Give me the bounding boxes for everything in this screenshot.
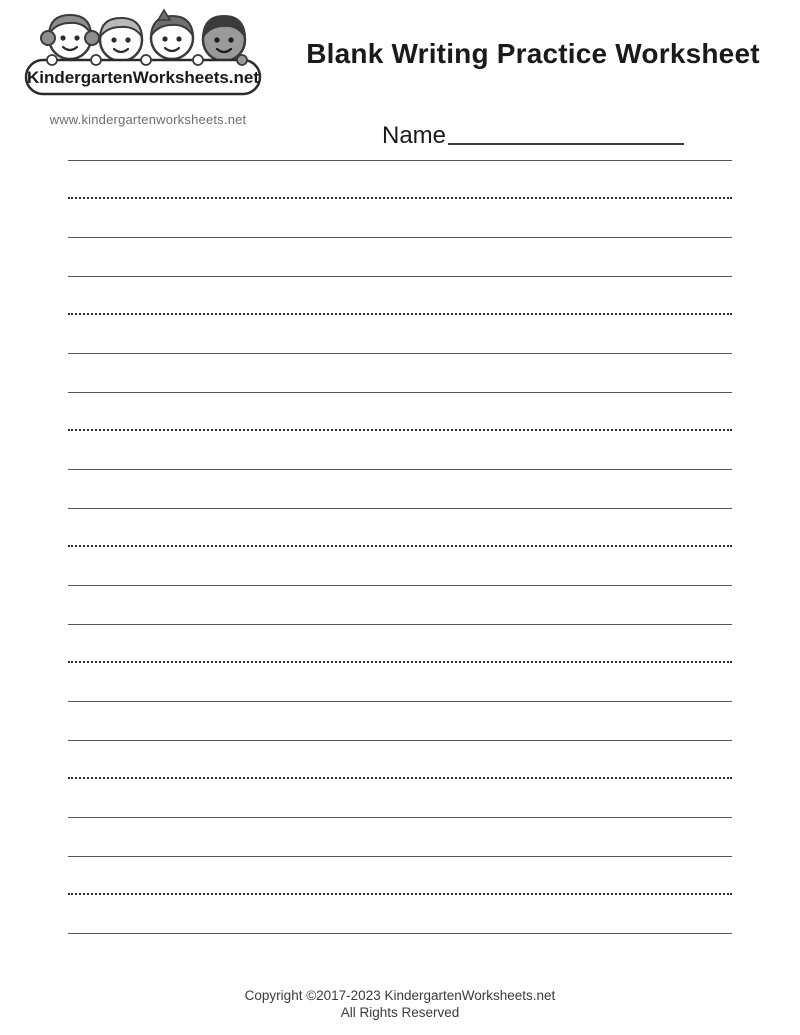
dashed-rule [68,313,732,315]
worksheet-header [0,0,800,150]
solid-rule [68,353,732,354]
line-group [0,392,800,508]
line-group [0,856,800,934]
solid-rule [68,237,732,238]
line-group [0,160,800,276]
line-group [0,624,800,740]
four-children-logo-icon [18,8,268,108]
solid-rule [68,392,732,393]
page-footer [0,987,800,1021]
solid-rule [68,701,732,702]
rights-text: All Rights Reserved [340,1005,460,1020]
solid-rule [68,469,732,470]
solid-rule [68,740,732,741]
solid-rule [68,585,732,586]
solid-rule [68,276,732,277]
name-field-row [283,122,783,150]
solid-rule [68,160,732,161]
dashed-rule [68,661,732,663]
site-logo [18,8,278,127]
dashed-rule [68,545,732,547]
dashed-rule [68,893,732,895]
site-url-text: www.kindergartenworksheets.net [49,112,247,127]
solid-rule [68,508,732,509]
solid-rule [68,624,732,625]
copyright-text: Copyright ©2017-2023 KindergartenWorksheets.net [244,988,556,1003]
dashed-rule [68,777,732,779]
solid-rule [68,817,732,818]
name-input-blank[interactable] [448,123,684,145]
writing-lines-area [0,160,800,934]
name-label: Name [381,122,447,149]
line-group [0,508,800,624]
logo-brand-text: KindergartenWorksheets.net [26,68,260,87]
solid-rule [68,933,732,934]
line-group [0,740,800,856]
solid-rule [68,856,732,857]
dashed-rule [68,197,732,199]
page-title: Blank Writing Practice Worksheet [306,38,760,69]
dashed-rule [68,429,732,431]
line-group [0,276,800,392]
